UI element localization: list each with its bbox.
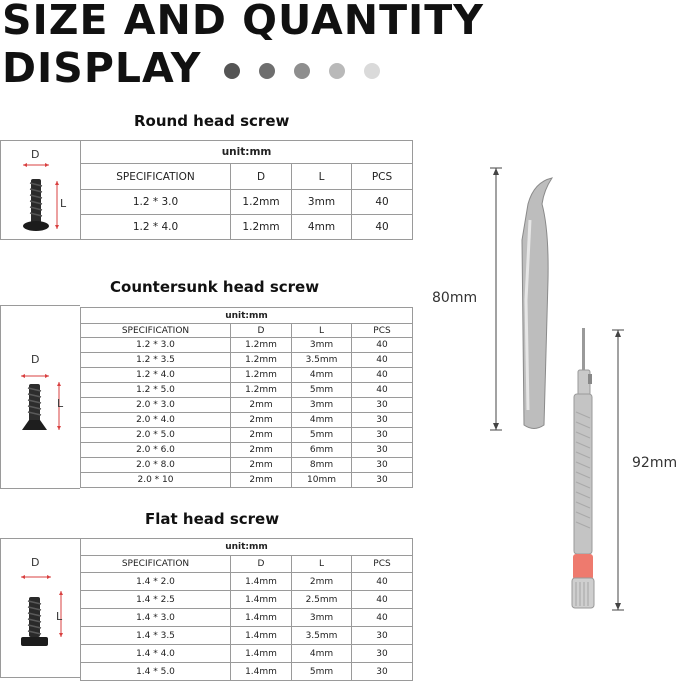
table-cell: 1.2mm — [231, 215, 292, 240]
table-cell: 1.2mm — [231, 383, 292, 398]
table-cell: 30 — [352, 443, 413, 458]
table-cell: 5mm — [292, 428, 352, 443]
table-cell: 2mm — [231, 398, 292, 413]
table-cell: 30 — [352, 627, 413, 645]
table-row — [81, 573, 413, 591]
table-cell: 4mm — [292, 215, 352, 240]
screwdriver-image — [560, 322, 640, 618]
table-cell: 1.4mm — [231, 573, 292, 591]
table-cell: 2mm — [231, 473, 292, 488]
table-row — [81, 398, 413, 413]
table-row — [81, 591, 413, 609]
page-title-line2: DISPLAY — [2, 44, 202, 92]
table-cell: 40 — [352, 215, 413, 240]
table-cell: 5mm — [292, 663, 352, 681]
unit-label: unit:mm — [81, 539, 413, 556]
column-header: SPECIFICATION — [81, 164, 231, 190]
column-header: L — [292, 324, 352, 338]
table-cell: 2.0 * 8.0 — [81, 458, 231, 473]
table-cell: 4mm — [292, 368, 352, 383]
column-header: D — [231, 556, 292, 573]
table-cell: 3.5mm — [292, 353, 352, 368]
table-cell: 1.2 * 3.0 — [81, 338, 231, 353]
table-row — [81, 645, 413, 663]
table-row — [81, 413, 413, 428]
table-row — [81, 353, 413, 368]
dot-4 — [329, 63, 345, 79]
flat-head-l-label: L — [56, 610, 63, 623]
dot-3 — [294, 63, 310, 79]
unit-label: unit:mm — [81, 141, 413, 164]
table-cell: 40 — [352, 383, 413, 398]
table-row — [81, 473, 413, 488]
table-cell: 40 — [352, 609, 413, 627]
table-cell: 1.2mm — [231, 353, 292, 368]
table-cell: 1.4 * 4.0 — [81, 645, 231, 663]
column-header: SPECIFICATION — [81, 324, 231, 338]
column-header: D — [231, 164, 292, 190]
countersunk-head-table — [80, 307, 413, 488]
round-head-d-label: D — [31, 148, 40, 161]
table-row — [81, 368, 413, 383]
column-header: PCS — [352, 324, 413, 338]
table-cell: 2mm — [231, 458, 292, 473]
round-head-screw-image — [0, 140, 80, 240]
table-row — [81, 627, 413, 645]
table-cell: 30 — [352, 473, 413, 488]
round-head-table — [80, 140, 413, 240]
flat-head-d-label: D — [31, 556, 40, 569]
table-cell: 3mm — [292, 190, 352, 215]
table-row — [81, 428, 413, 443]
table-row — [81, 609, 413, 627]
tweezers-image — [486, 160, 566, 440]
countersunk-d-label: D — [31, 353, 40, 366]
countersunk-screw-icon — [1, 306, 81, 490]
flat-head-title: Flat head screw — [145, 510, 280, 528]
table-cell: 1.4mm — [231, 627, 292, 645]
column-header: L — [292, 556, 352, 573]
table-cell: 6mm — [292, 443, 352, 458]
table-cell: 1.2mm — [231, 368, 292, 383]
table-cell: 3mm — [292, 338, 352, 353]
table-cell: 3mm — [292, 609, 352, 627]
table-cell: 30 — [352, 458, 413, 473]
table-cell: 1.4 * 2.0 — [81, 573, 231, 591]
table-cell: 2.0 * 5.0 — [81, 428, 231, 443]
table-cell: 8mm — [292, 458, 352, 473]
table-cell: 40 — [352, 338, 413, 353]
column-header: SPECIFICATION — [81, 556, 231, 573]
table-cell: 2.0 * 4.0 — [81, 413, 231, 428]
table-cell: 1.2mm — [231, 190, 292, 215]
table-cell: 30 — [352, 645, 413, 663]
table-cell: 1.2 * 4.0 — [81, 368, 231, 383]
table-cell: 10mm — [292, 473, 352, 488]
countersunk-head-title: Countersunk head screw — [110, 278, 320, 296]
dot-2 — [259, 63, 275, 79]
table-row — [81, 190, 413, 215]
table-cell: 2.5mm — [292, 591, 352, 609]
table-cell: 1.4mm — [231, 591, 292, 609]
flat-head-screw-icon — [1, 539, 81, 679]
table-cell: 1.4mm — [231, 663, 292, 681]
table-cell: 2mm — [231, 443, 292, 458]
table-cell: 40 — [352, 368, 413, 383]
table-cell: 40 — [352, 573, 413, 591]
table-cell: 40 — [352, 353, 413, 368]
countersunk-screw-image — [0, 305, 80, 489]
table-cell: 1.2mm — [231, 338, 292, 353]
table-cell: 40 — [352, 190, 413, 215]
table-cell: 2mm — [231, 413, 292, 428]
table-cell: 4mm — [292, 645, 352, 663]
table-cell: 2.0 * 10 — [81, 473, 231, 488]
table-cell: 3mm — [292, 398, 352, 413]
table-row — [81, 383, 413, 398]
table-cell: 1.4mm — [231, 645, 292, 663]
table-cell: 2.0 * 3.0 — [81, 398, 231, 413]
table-cell: 30 — [352, 663, 413, 681]
countersunk-l-label: L — [57, 397, 64, 410]
table-row — [81, 458, 413, 473]
table-cell: 1.4 * 5.0 — [81, 663, 231, 681]
table-cell: 1.2 * 5.0 — [81, 383, 231, 398]
table-cell: 2mm — [292, 573, 352, 591]
table-row — [81, 443, 413, 458]
table-cell: 1.2 * 3.5 — [81, 353, 231, 368]
table-cell: 1.2 * 3.0 — [81, 190, 231, 215]
column-header: L — [292, 164, 352, 190]
table-cell: 1.4 * 2.5 — [81, 591, 231, 609]
table-cell: 5mm — [292, 383, 352, 398]
flat-head-screw-image — [0, 538, 80, 678]
table-cell: 40 — [352, 591, 413, 609]
table-row — [81, 215, 413, 240]
table-cell: 30 — [352, 428, 413, 443]
page-title-line1: SIZE AND QUANTITY — [2, 0, 484, 44]
column-header: PCS — [352, 556, 413, 573]
unit-label: unit:mm — [81, 308, 413, 324]
round-head-title: Round head screw — [134, 112, 290, 130]
table-cell: 1.4mm — [231, 609, 292, 627]
dot-5 — [364, 63, 380, 79]
table-cell: 1.4 * 3.0 — [81, 609, 231, 627]
decorative-dots — [224, 63, 380, 79]
table-cell: 2.0 * 6.0 — [81, 443, 231, 458]
round-head-screw-icon — [1, 141, 81, 241]
table-cell: 30 — [352, 398, 413, 413]
table-cell: 3.5mm — [292, 627, 352, 645]
dot-1 — [224, 63, 240, 79]
column-header: D — [231, 324, 292, 338]
table-row — [81, 338, 413, 353]
column-header: PCS — [352, 164, 413, 190]
flat-head-table — [80, 538, 413, 681]
table-cell: 1.2 * 4.0 — [81, 215, 231, 240]
table-cell: 2mm — [231, 428, 292, 443]
table-cell: 30 — [352, 413, 413, 428]
table-row — [81, 663, 413, 681]
tweezers-length-label: 80mm — [432, 290, 478, 306]
screwdriver-length-label: 92mm — [632, 455, 678, 471]
table-cell: 4mm — [292, 413, 352, 428]
round-head-l-label: L — [60, 197, 67, 210]
table-cell: 1.4 * 3.5 — [81, 627, 231, 645]
